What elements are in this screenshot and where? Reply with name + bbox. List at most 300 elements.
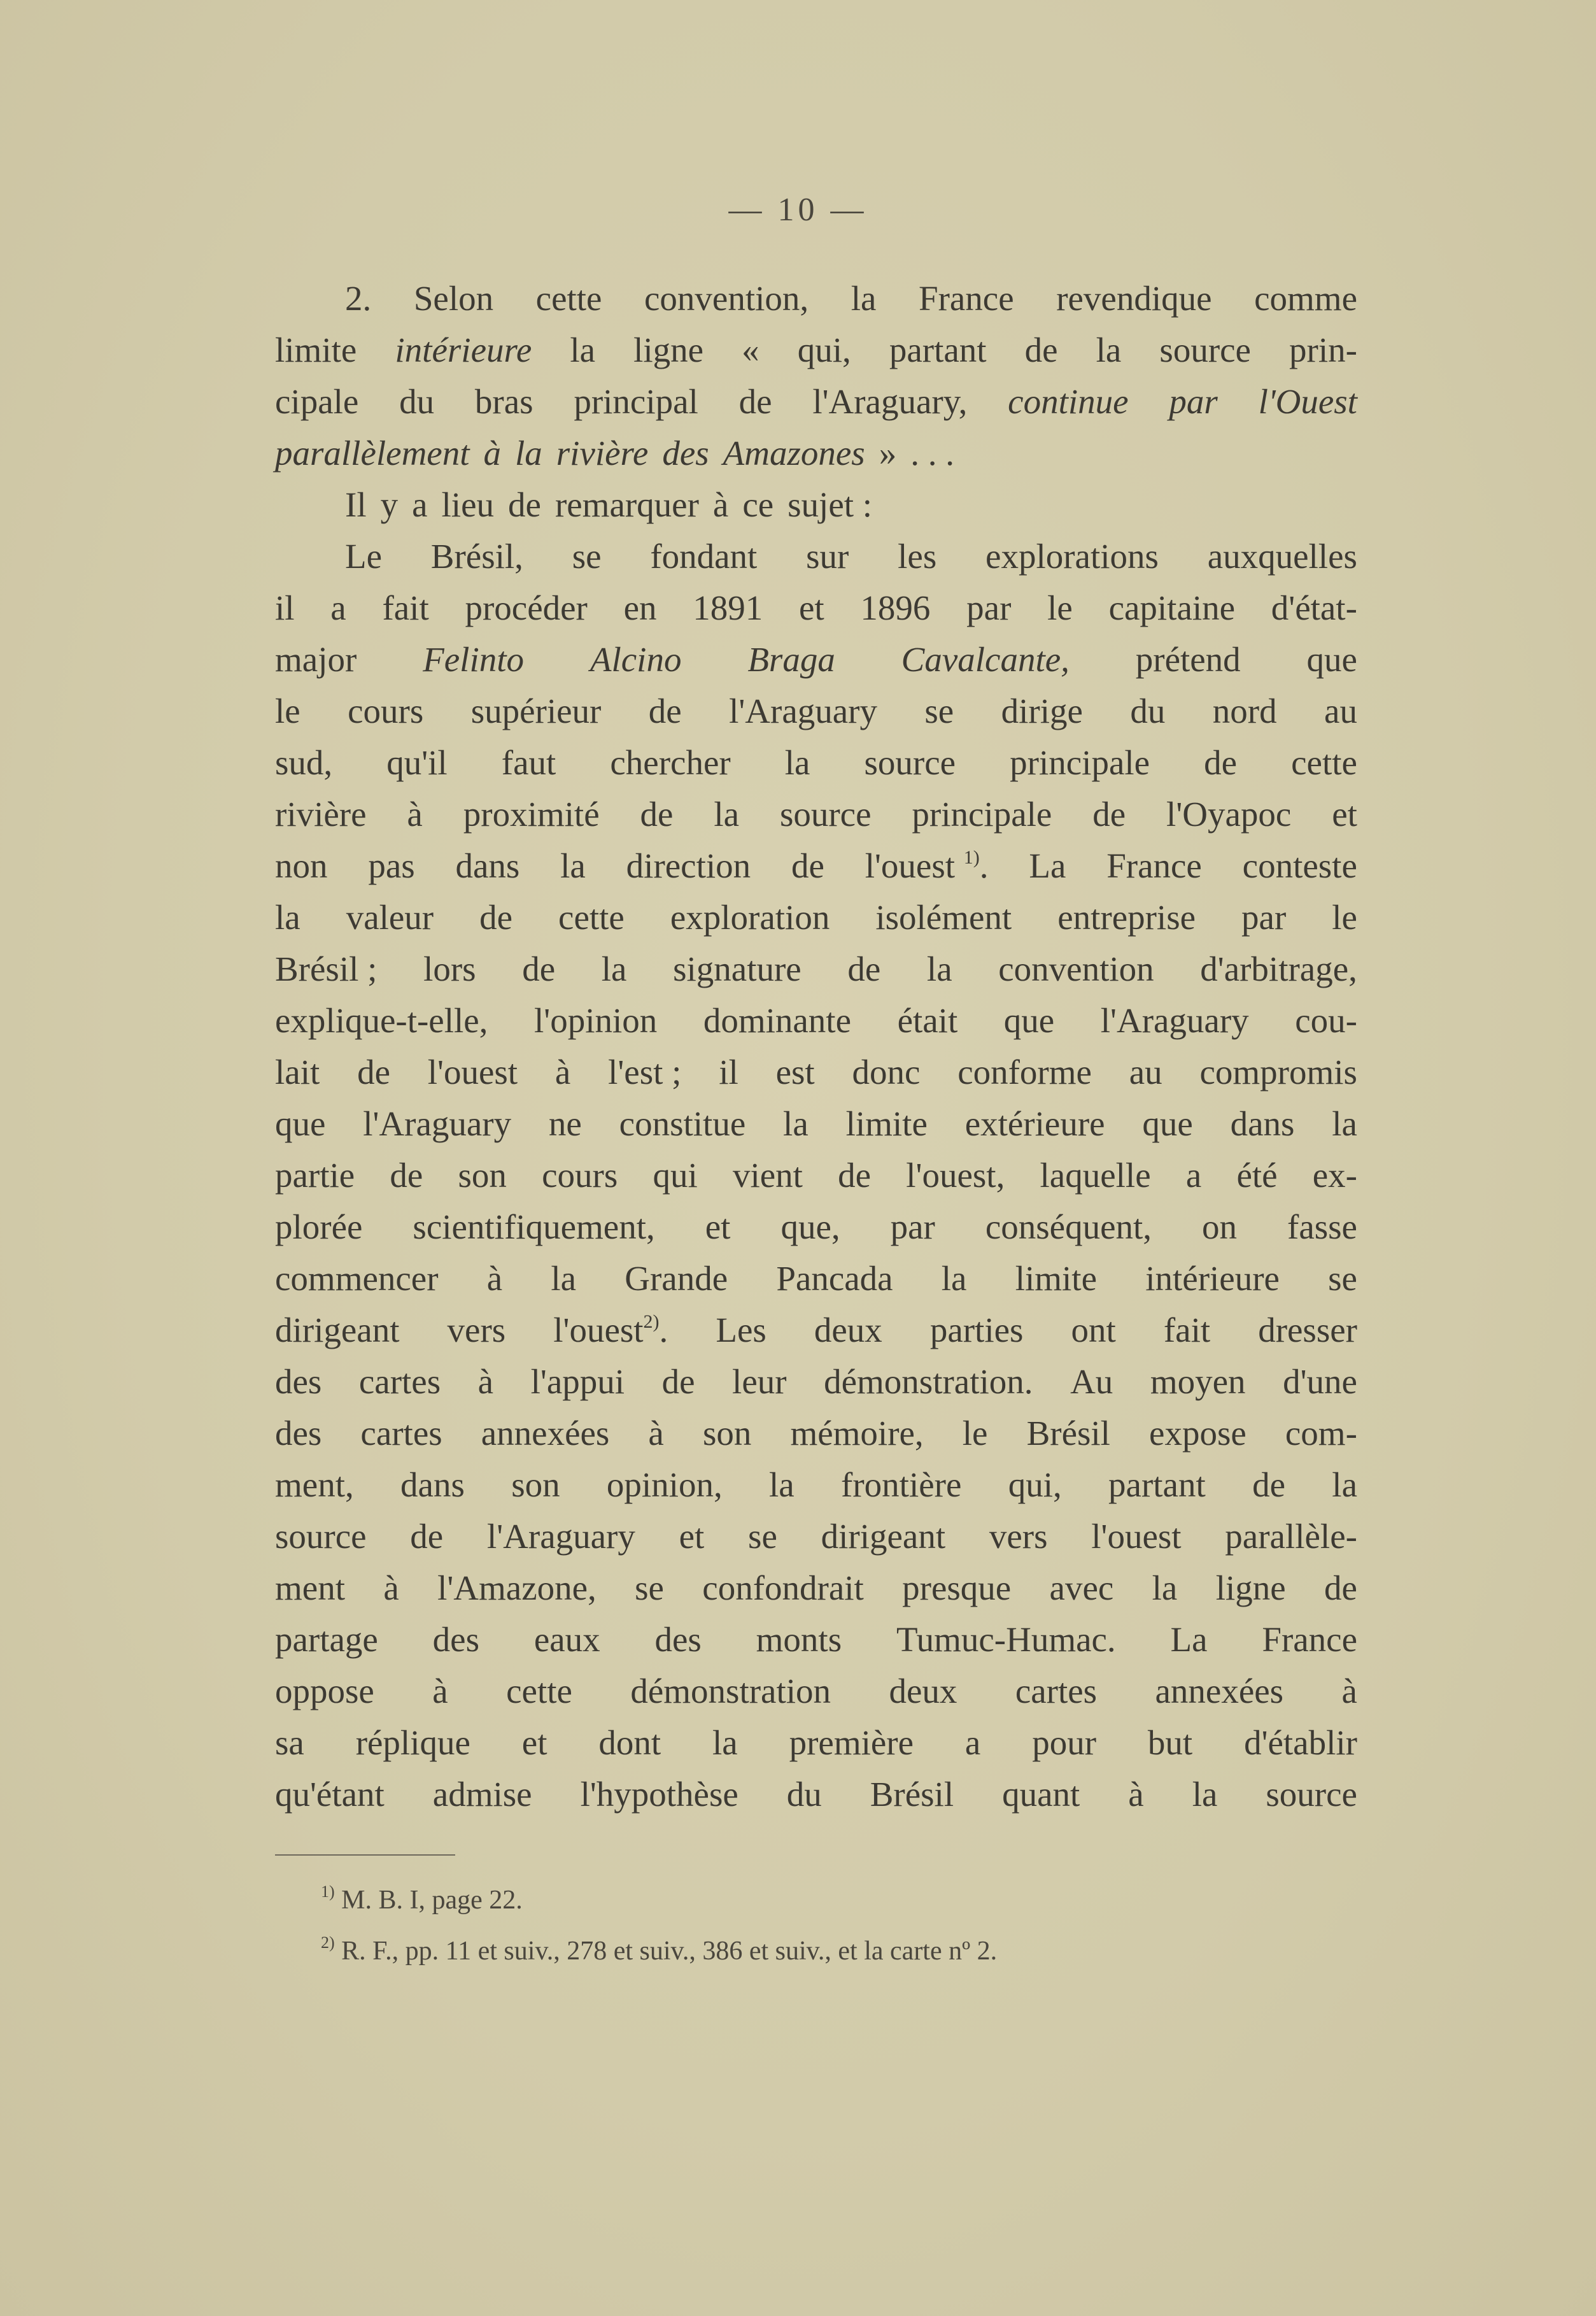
word: extérieure xyxy=(964,1104,1105,1143)
word: supérieur xyxy=(470,692,602,730)
word: d'arbitrage, xyxy=(1200,949,1357,988)
word: le xyxy=(1332,898,1357,937)
word: rivière xyxy=(275,795,367,834)
word: » xyxy=(879,434,897,472)
word: à xyxy=(407,795,423,834)
word: dirigeant xyxy=(821,1517,946,1556)
word: intérieure xyxy=(1145,1259,1280,1298)
word: lieu xyxy=(441,485,495,524)
text-line xyxy=(275,1614,1357,1665)
word: cette xyxy=(535,279,602,318)
word: convention xyxy=(998,949,1154,988)
word: frontière xyxy=(841,1465,962,1504)
word: oppose xyxy=(275,1672,374,1710)
word: principale xyxy=(912,795,1052,834)
word: l'Araguary xyxy=(1100,1001,1249,1040)
word: 1896 xyxy=(860,588,931,627)
word: 1891 xyxy=(693,588,763,627)
word: des xyxy=(654,1620,702,1659)
word: deux xyxy=(814,1311,882,1349)
word: partant xyxy=(1108,1465,1206,1504)
word: a xyxy=(412,485,428,524)
word: source xyxy=(779,795,872,834)
text-line xyxy=(275,788,1357,840)
word: de xyxy=(791,846,824,885)
word: des xyxy=(275,1414,322,1453)
word: du xyxy=(786,1775,822,1814)
word: l'Araguary xyxy=(486,1517,635,1556)
text-line xyxy=(275,1665,1357,1717)
word: à xyxy=(648,1414,664,1453)
word: pour xyxy=(1032,1723,1097,1762)
word: en xyxy=(623,588,657,627)
word: l'est ; xyxy=(608,1053,682,1091)
word: ont xyxy=(1071,1311,1116,1349)
word: sa xyxy=(275,1723,304,1762)
word: que, xyxy=(780,1207,840,1246)
word: l'Amazone, xyxy=(437,1568,597,1607)
text-line xyxy=(275,1098,1357,1149)
word: sujet : xyxy=(787,485,873,524)
text-line xyxy=(275,376,1357,427)
word: entreprise xyxy=(1057,898,1196,937)
word: Brésil xyxy=(1026,1414,1110,1453)
body-text xyxy=(275,273,1357,1820)
word: son xyxy=(458,1156,507,1195)
word: son xyxy=(511,1465,560,1504)
word: de xyxy=(661,1362,695,1401)
word: que xyxy=(1142,1104,1193,1143)
word: lors xyxy=(423,949,476,988)
word: démonstration. xyxy=(824,1362,1033,1401)
word: partie xyxy=(275,1156,355,1195)
word: scientifiquement, xyxy=(413,1207,655,1246)
word: dont xyxy=(598,1723,661,1762)
word: Alcino xyxy=(590,640,682,679)
text-line xyxy=(275,479,1357,530)
word: et xyxy=(1332,795,1357,834)
word: à xyxy=(383,1568,399,1607)
word: ligne xyxy=(633,330,704,369)
word: a xyxy=(330,588,346,627)
word: direction xyxy=(626,846,751,885)
text-line xyxy=(275,1253,1357,1304)
word: Grande xyxy=(625,1259,728,1298)
word: dirige xyxy=(1001,692,1083,730)
page-number: — 10 — xyxy=(728,192,868,228)
word: à xyxy=(1128,1775,1144,1814)
word: limite xyxy=(845,1104,928,1143)
word: procéder xyxy=(465,588,588,627)
word: à xyxy=(477,1362,494,1401)
word: que xyxy=(1003,1001,1055,1040)
word: 2. xyxy=(345,279,372,318)
word: non xyxy=(275,846,328,885)
word: on xyxy=(1202,1207,1238,1246)
word: la xyxy=(851,279,877,318)
text-line xyxy=(275,1356,1357,1407)
word: donc xyxy=(852,1053,921,1091)
word: cours xyxy=(542,1156,618,1195)
word: le xyxy=(1047,588,1073,627)
word: au xyxy=(1324,692,1357,730)
word: ne xyxy=(548,1104,582,1143)
word: l'hypothèse xyxy=(580,1775,738,1814)
word: à xyxy=(483,434,501,472)
word: dirigeant xyxy=(275,1311,400,1349)
word: la xyxy=(601,949,627,988)
word: quant xyxy=(1002,1775,1080,1814)
word: dans xyxy=(400,1465,465,1504)
word: parallèlement xyxy=(275,434,470,472)
word: la xyxy=(784,743,810,782)
word: eaux xyxy=(533,1620,600,1659)
word: se xyxy=(748,1517,777,1556)
word: Felinto xyxy=(423,640,525,679)
text-line xyxy=(275,1717,1357,1768)
text-line xyxy=(275,737,1357,788)
word: Les xyxy=(716,1311,766,1349)
word: parties xyxy=(929,1311,1024,1349)
text-line xyxy=(275,995,1357,1046)
word: que xyxy=(1306,640,1357,679)
word: ment xyxy=(275,1568,345,1607)
word: avec xyxy=(1049,1568,1114,1607)
word: d'établir xyxy=(1244,1723,1357,1762)
word: cette xyxy=(1291,743,1357,782)
word: a xyxy=(1185,1156,1202,1195)
word: partage xyxy=(275,1620,378,1659)
word: chercher xyxy=(610,743,731,782)
word: par xyxy=(1169,382,1218,421)
text-line xyxy=(275,943,1357,995)
word: la xyxy=(514,434,542,472)
word: dominante xyxy=(703,1001,851,1040)
word: monts xyxy=(756,1620,842,1659)
footnote-1 xyxy=(321,1882,523,1915)
word: l'ouest xyxy=(1091,1517,1182,1556)
word: d'état- xyxy=(1271,588,1357,627)
word: Selon xyxy=(413,279,494,318)
word: La xyxy=(1170,1620,1208,1659)
word: source xyxy=(864,743,956,782)
word: partant xyxy=(889,330,987,369)
word: des xyxy=(275,1362,322,1401)
word: de xyxy=(1252,1465,1285,1504)
word: la xyxy=(714,795,740,834)
word: cette xyxy=(506,1672,572,1710)
word: opinion, xyxy=(606,1465,723,1504)
word: il xyxy=(275,588,295,627)
word: à xyxy=(486,1259,503,1298)
word: conforme xyxy=(957,1053,1092,1091)
word: exploration xyxy=(670,898,830,937)
word: cours xyxy=(348,692,424,730)
word: valeur xyxy=(346,898,434,937)
word: France xyxy=(1106,846,1202,885)
word: fasse xyxy=(1287,1207,1357,1246)
word: compromis xyxy=(1199,1053,1357,1091)
word: la xyxy=(1096,330,1122,369)
footnote-2 xyxy=(321,1933,998,1966)
word: dans xyxy=(455,846,520,885)
word: intérieure xyxy=(395,330,532,369)
word: Cavalcante, xyxy=(901,640,1070,679)
text-line xyxy=(275,582,1357,634)
word: à xyxy=(432,1672,448,1710)
word: la xyxy=(769,1465,794,1504)
word: la xyxy=(1332,1104,1357,1143)
text-line xyxy=(275,1201,1357,1253)
word: pas xyxy=(368,846,415,885)
footnote-2-mark: 2) xyxy=(321,1933,335,1952)
word: par xyxy=(890,1207,935,1246)
text-line xyxy=(275,1407,1357,1459)
word: bras xyxy=(474,382,533,421)
word: la xyxy=(941,1259,967,1298)
word: fait xyxy=(382,588,429,627)
word: l'ouest$^{2)}$. xyxy=(553,1311,668,1349)
word: capitaine xyxy=(1108,588,1236,627)
word: fait xyxy=(1163,1311,1211,1349)
word: prin- xyxy=(1289,330,1357,369)
word: presque xyxy=(902,1568,1012,1607)
word: faut xyxy=(501,743,556,782)
text-line xyxy=(275,427,1357,479)
word: se xyxy=(1328,1259,1357,1298)
text-line xyxy=(275,1562,1357,1614)
text-line xyxy=(275,324,1357,376)
word: convention, xyxy=(644,279,809,318)
word: comme xyxy=(1254,279,1357,318)
text-line xyxy=(275,634,1357,685)
word: qu'il xyxy=(386,743,448,782)
word: vient xyxy=(732,1156,803,1195)
word: la xyxy=(1332,1465,1357,1504)
word: plorée xyxy=(275,1207,363,1246)
footnote-2-text: R. F., pp. 11 et suiv., 278 et suiv., 386 et suiv., et la carte nº 2. xyxy=(341,1936,998,1966)
word: se xyxy=(924,692,954,730)
word: de xyxy=(847,949,881,988)
word: à xyxy=(1341,1672,1357,1710)
word: explique-t-elle, xyxy=(275,1001,488,1040)
word: Pancada xyxy=(776,1259,893,1298)
word: l'ouest xyxy=(427,1053,518,1091)
word: le xyxy=(962,1414,988,1453)
word: France xyxy=(1262,1620,1357,1659)
word: conteste xyxy=(1242,846,1357,885)
word: constitue xyxy=(619,1104,746,1143)
word: prétend xyxy=(1135,640,1241,679)
word: de xyxy=(1092,795,1126,834)
word: continue xyxy=(1008,382,1129,421)
word: de xyxy=(508,485,541,524)
text-line xyxy=(275,840,1357,892)
footnote-1-text: M. B. I, page 22. xyxy=(341,1886,523,1915)
word: l'appui xyxy=(530,1362,625,1401)
word: la xyxy=(560,846,586,885)
word: Brésil ; xyxy=(275,949,378,988)
word: des xyxy=(662,434,709,472)
text-line xyxy=(275,1046,1357,1098)
word: qu'étant xyxy=(275,1775,385,1814)
word: fondant xyxy=(650,537,758,576)
word: le xyxy=(275,692,300,730)
word: de xyxy=(738,382,772,421)
word: parallèle- xyxy=(1225,1517,1357,1556)
text-line xyxy=(275,273,1357,324)
word: annexées xyxy=(481,1414,610,1453)
word: l'Araguary, xyxy=(812,382,968,421)
word: de xyxy=(357,1053,390,1091)
word: à xyxy=(712,485,729,524)
word: du xyxy=(1130,692,1166,730)
word: au xyxy=(1129,1053,1162,1091)
word: source xyxy=(275,1517,367,1556)
word: La xyxy=(1029,846,1066,885)
word: l'opinion xyxy=(534,1001,658,1040)
word: l'Araguary xyxy=(363,1104,512,1143)
word: été xyxy=(1236,1156,1278,1195)
word: que xyxy=(275,1104,326,1143)
word: cipale xyxy=(275,382,359,421)
word: la xyxy=(712,1723,738,1762)
word: des xyxy=(432,1620,479,1659)
word: qui, xyxy=(797,330,851,369)
word: ce xyxy=(742,485,774,524)
word: première xyxy=(789,1723,914,1762)
word: revendique xyxy=(1056,279,1212,318)
word: de xyxy=(640,795,674,834)
word: auxquelles xyxy=(1207,537,1357,576)
word: vers xyxy=(989,1517,1048,1556)
word: Le xyxy=(345,537,383,576)
word: explorations xyxy=(985,537,1159,576)
word: nord xyxy=(1212,692,1277,730)
word: limite xyxy=(275,330,357,369)
word: la xyxy=(783,1104,809,1143)
footnote-1-mark: 1) xyxy=(321,1882,335,1901)
word: conséquent, xyxy=(985,1207,1152,1246)
word: ex- xyxy=(1312,1156,1357,1195)
word: réplique xyxy=(355,1723,470,1762)
word: l'ouest, xyxy=(906,1156,1005,1195)
word: laquelle xyxy=(1040,1156,1151,1195)
word: expose xyxy=(1149,1414,1246,1453)
word: sur xyxy=(806,537,849,576)
word: a xyxy=(964,1723,981,1762)
word: . . . xyxy=(910,434,954,472)
text-line xyxy=(275,1768,1357,1820)
word: « xyxy=(742,330,759,369)
word: et xyxy=(798,588,824,627)
word: et xyxy=(679,1517,705,1556)
word: rivière xyxy=(556,434,649,472)
word: vers xyxy=(447,1311,506,1349)
word: la xyxy=(1192,1775,1218,1814)
word: l'Araguary xyxy=(729,692,877,730)
word: moyen xyxy=(1150,1362,1246,1401)
word: Au xyxy=(1070,1362,1113,1401)
word: leur xyxy=(732,1362,787,1401)
word: la xyxy=(570,330,596,369)
word: limite xyxy=(1015,1259,1098,1298)
text-line xyxy=(275,1510,1357,1562)
word: qui, xyxy=(1008,1465,1062,1504)
word: de xyxy=(1204,743,1238,782)
word: Amazones xyxy=(723,434,865,472)
word: cette xyxy=(558,898,625,937)
word: France xyxy=(918,279,1014,318)
word: commencer xyxy=(275,1259,439,1298)
word: était xyxy=(897,1001,958,1040)
word: admise xyxy=(432,1775,532,1814)
word: de xyxy=(1324,1568,1357,1607)
word: Brésil xyxy=(870,1775,954,1814)
word: par xyxy=(966,588,1012,627)
word: se xyxy=(572,537,602,576)
text-line xyxy=(275,1459,1357,1510)
text-line xyxy=(275,1149,1357,1201)
word: la xyxy=(275,898,300,937)
word: remarquer xyxy=(554,485,699,524)
word: isolément xyxy=(875,898,1012,937)
word: la xyxy=(1152,1568,1178,1607)
word: Tumuc-Humac. xyxy=(896,1620,1116,1659)
footnote-separator xyxy=(275,1854,455,1856)
word: la xyxy=(926,949,952,988)
word: à xyxy=(554,1053,571,1091)
text-line xyxy=(275,685,1357,737)
word: Braga xyxy=(747,640,835,679)
word: signature xyxy=(673,949,802,988)
word: dresser xyxy=(1258,1311,1357,1349)
word: et xyxy=(705,1207,731,1246)
word: principale xyxy=(1010,743,1150,782)
word: ligne xyxy=(1215,1568,1286,1607)
word: il xyxy=(719,1053,738,1091)
word: démonstration xyxy=(630,1672,831,1710)
word: du xyxy=(399,382,435,421)
word: l'ouest $^{1)}$. xyxy=(865,846,989,885)
word: y xyxy=(380,485,399,524)
word: annexées xyxy=(1155,1672,1284,1710)
word: de xyxy=(838,1156,872,1195)
word: Brésil, xyxy=(430,537,523,576)
word: cou- xyxy=(1295,1001,1357,1040)
word: source xyxy=(1159,330,1251,369)
word: de xyxy=(648,692,682,730)
text-line xyxy=(275,892,1357,943)
word: de xyxy=(479,898,513,937)
word: d'une xyxy=(1283,1362,1357,1401)
word: la xyxy=(551,1259,577,1298)
word: l'Ouest xyxy=(1258,382,1357,421)
word: ment, xyxy=(275,1465,354,1504)
word: cartes xyxy=(360,1414,442,1453)
word: com- xyxy=(1285,1414,1357,1453)
word: de xyxy=(410,1517,444,1556)
word: cartes xyxy=(1015,1672,1098,1710)
word: principal xyxy=(574,382,698,421)
word: qui xyxy=(653,1156,698,1195)
word: de xyxy=(390,1156,423,1195)
text-line xyxy=(275,1304,1357,1356)
word: proximité xyxy=(463,795,600,834)
word: mémoire, xyxy=(790,1414,924,1453)
word: se xyxy=(635,1568,664,1607)
word: lait xyxy=(275,1053,320,1091)
